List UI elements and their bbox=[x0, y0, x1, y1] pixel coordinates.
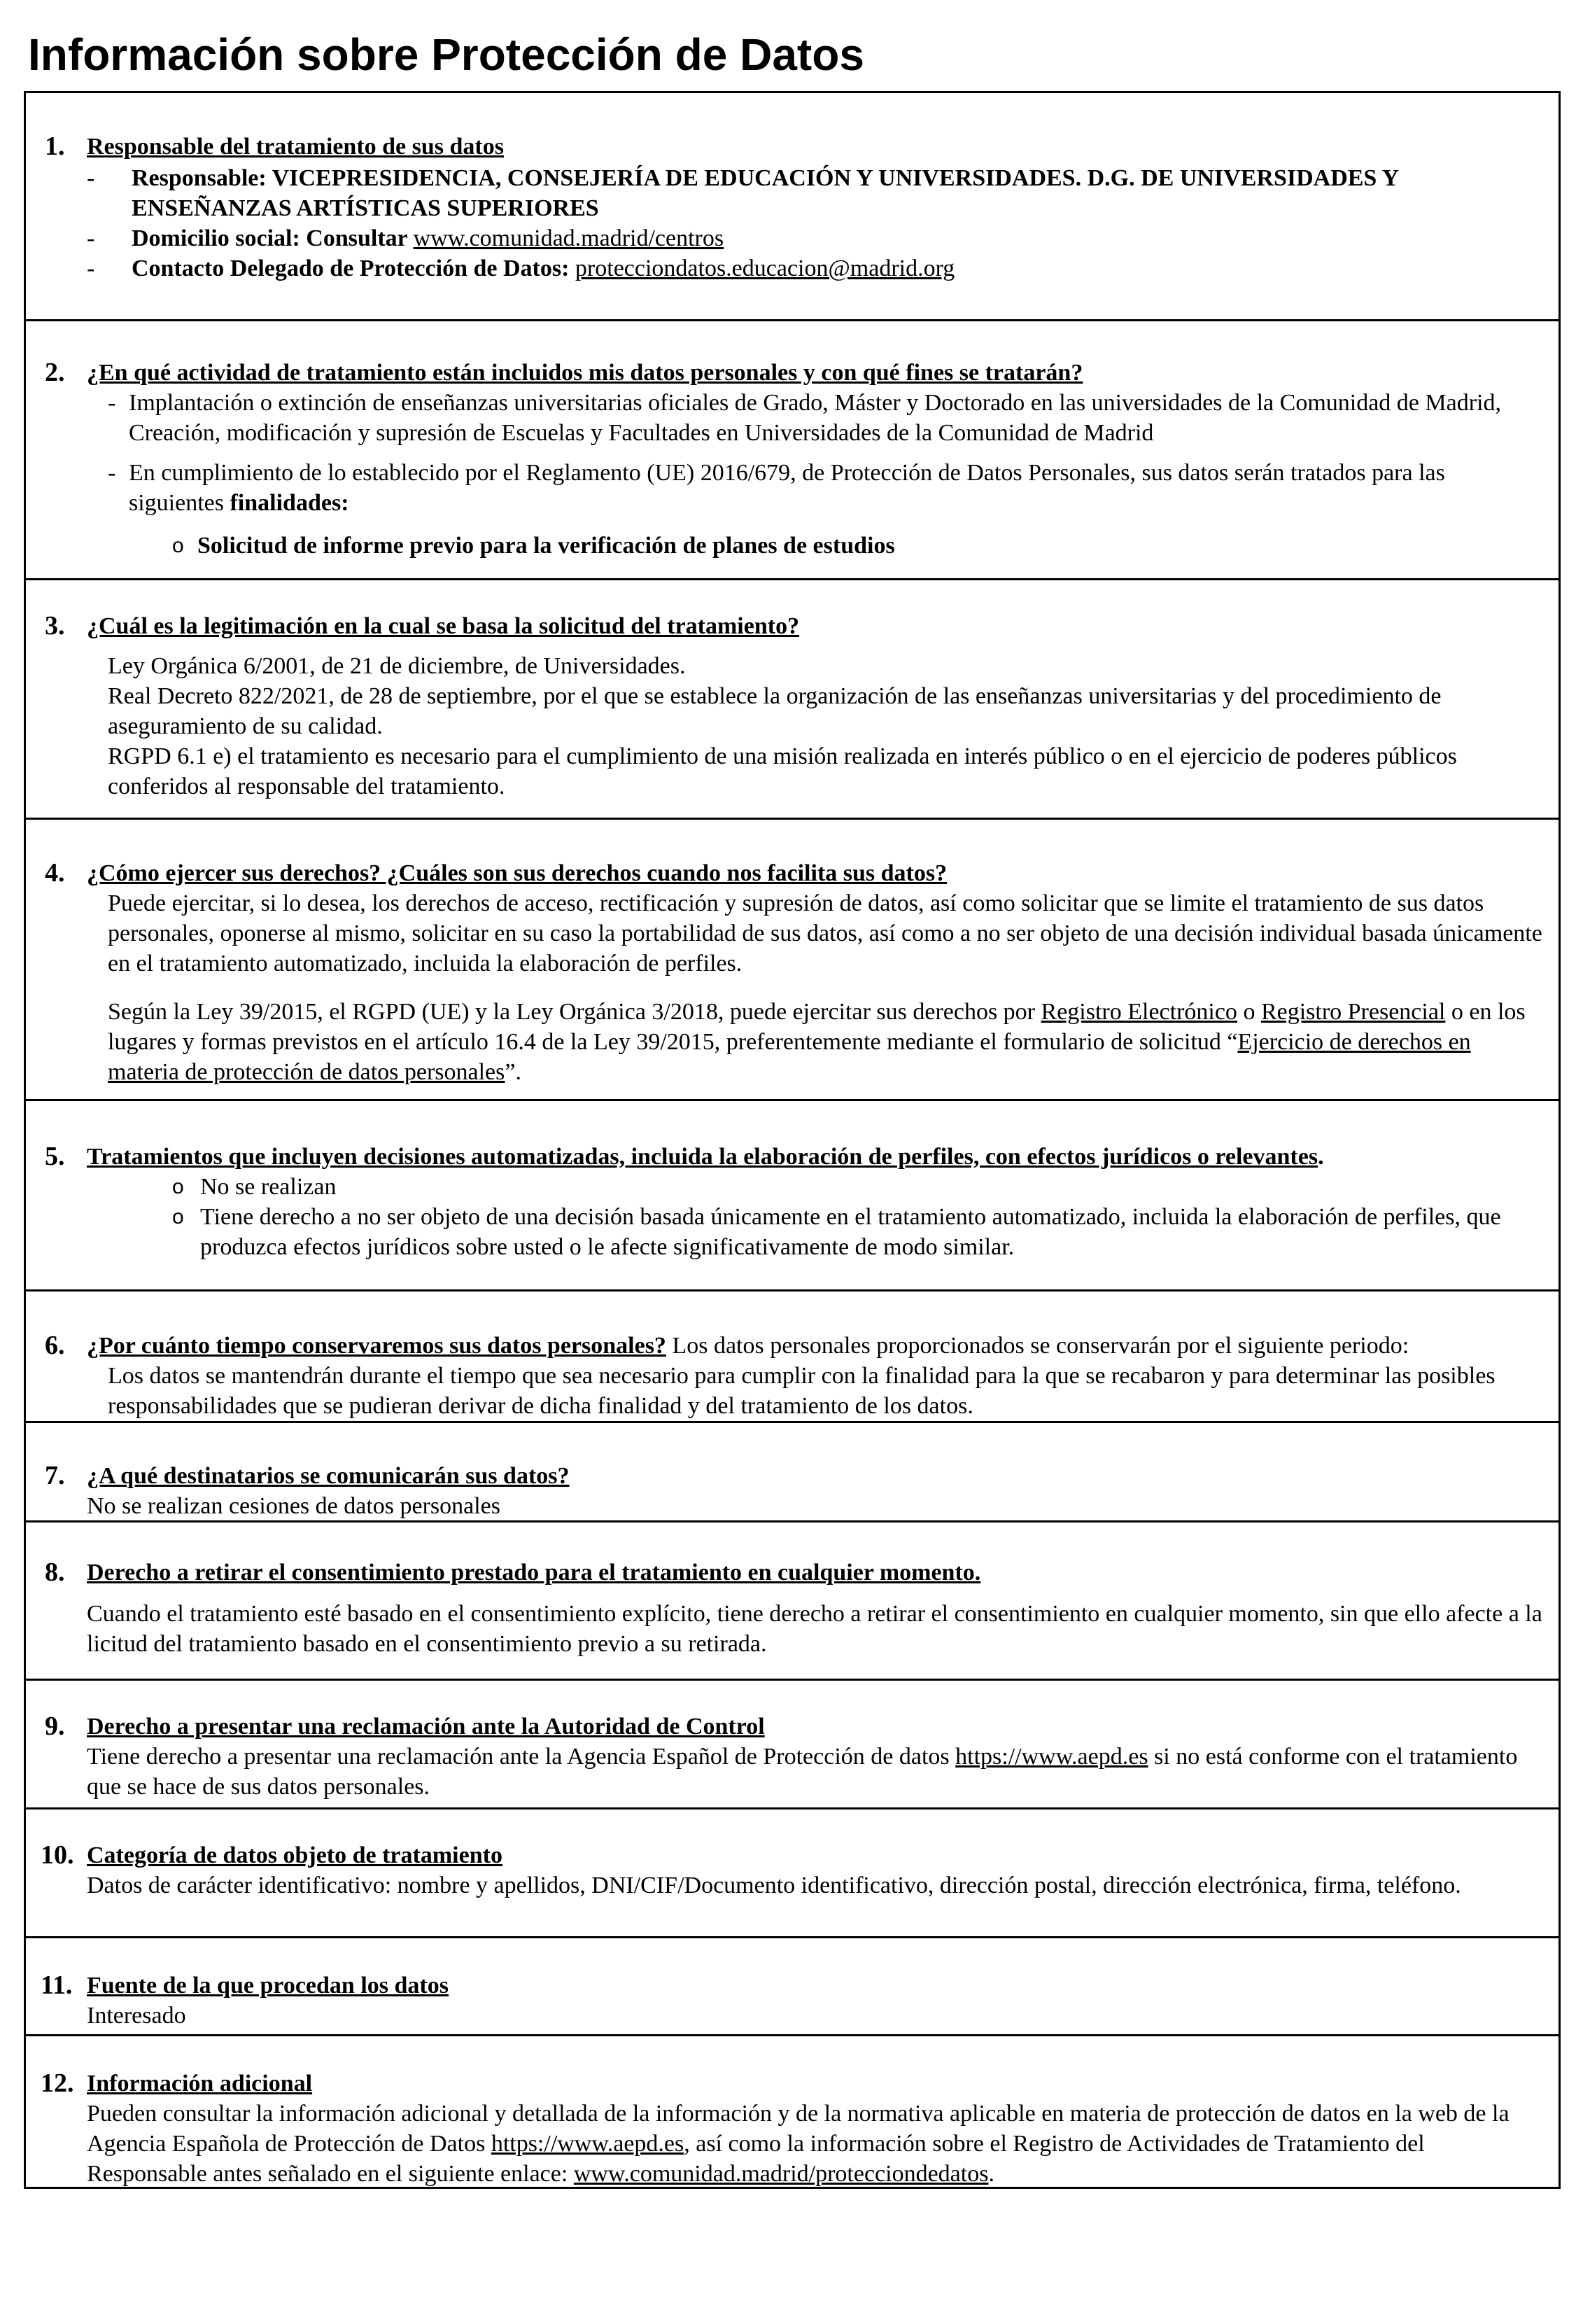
dash-bullet: - bbox=[87, 225, 95, 251]
actividad-text: Implantación o extinción de enseñanzas universitarias oficiales de Grado, Máster y Doctorado en las universidades de la Comunidad de Madrid, Creación, modificación y supresión de Escuelas y Facultades en Universidades de la Comunidad de Madrid bbox=[129, 390, 1501, 446]
registro-paragraph: Según la Ley 39/2015, el RGPD (UE) y la Ley Orgánica 3/2018, puede ejercitar sus derechos por Registro Electrónico o Registro Presencial o en los lugares y formas previstos en el artículo 16.4 de la Ley 39/2015, preferentemente mediante el formulario de solicitud “Ejercicio de derechos en materia de protección de datos personales”. bbox=[108, 999, 1526, 1085]
dash-bullet: - bbox=[108, 390, 116, 416]
section-10 bbox=[24, 1807, 1561, 1936]
derechos-paragraph: Puede ejercitar, si lo desea, los derechos de acceso, rectificación y supresión de datos, así como solicitar que se limite el tratamiento de sus datos personales, oponerse al mismo, solicitar en su caso la portabilidad de sus datos, así como a no ser objeto de una decisión individual basada únicamente en el tratamiento automatizado, incluida la elaboración de perfiles. bbox=[108, 890, 1542, 976]
section-5: 5. Tratamientos que incluyen decisiones automatizadas, incluida la elaboración de perfiles, con efectos jurídicos o relevantes. o No se realizan o Tiene derecho a no ser objeto de una decisión basada únicamente en el tratamiento automatizado, incluida la elaboración de perfiles, que produzca efectos jurídicos sobre usted o le afecte significativamente de modo similar. bbox=[24, 1099, 1561, 1289]
list-item: o No se realizan bbox=[24, 1172, 1544, 1202]
fuente-text: Interesado bbox=[87, 2003, 186, 2029]
list-item bbox=[87, 253, 1544, 284]
list-item bbox=[87, 163, 1544, 223]
circle-bullet: o bbox=[172, 1205, 184, 1228]
section-number: 12. bbox=[41, 2068, 74, 2098]
section-title: ¿A qué destinatarios se comunicarán sus datos? bbox=[87, 1463, 570, 1489]
section-7 bbox=[24, 1421, 1561, 1520]
formulario-derechos-link[interactable]: Ejercicio de derechos en materia de protección de datos personales bbox=[108, 1029, 1471, 1085]
section-title: Información adicional bbox=[87, 2071, 313, 2096]
list-item bbox=[108, 388, 1544, 448]
section-title: Tratamientos que incluyen decisiones automatizadas, incluida la elaboración de perfiles, con efectos jurídicos o relevantes bbox=[87, 1144, 1318, 1170]
domicilio-link[interactable]: www.comunidad.madrid/centros bbox=[413, 225, 724, 251]
section-3 bbox=[24, 578, 1561, 818]
section-title: Categoría de datos objeto de tratamiento bbox=[87, 1842, 502, 1868]
registro-presencial-link[interactable]: Registro Presencial bbox=[1260, 999, 1446, 1025]
section-title: ¿En qué actividad de tratamiento están incluidos mis datos personales y con qué fines se tratarán? bbox=[87, 360, 1083, 386]
aepd-link[interactable]: https://www.aepd.es bbox=[955, 1744, 1148, 1770]
section-8 bbox=[24, 1520, 1561, 1679]
list-item: o Tiene derecho a no ser objeto de una decisión basada únicamente en el tratamiento automatizado, incluida la elaboración de perfiles, que produzca efectos jurídicos sobre usted o le afecte significativamente de modo similar. bbox=[24, 1202, 1544, 1262]
section-number: 4. bbox=[45, 858, 65, 888]
registro-actividades-link[interactable]: www.comunidad.madrid/protecciondedatos bbox=[573, 2161, 989, 2187]
section-1 bbox=[24, 91, 1561, 319]
registro-electronico-link[interactable]: Registro Electrónico bbox=[1041, 999, 1237, 1025]
section-title: Derecho a retirar el consentimiento prestado para el tratamiento en cualquier momento. bbox=[87, 1560, 981, 1586]
section-number: 3. bbox=[45, 611, 65, 640]
section-number: 5. bbox=[45, 1142, 65, 1171]
section-11 bbox=[24, 1936, 1561, 2034]
legal-basis-line: Real Decreto 822/2021, de 28 de septiembre, por el que se establece la organización de las enseñanzas universitarias y del procedimiento de aseguramiento de su calidad. bbox=[108, 683, 1442, 739]
list-item bbox=[87, 223, 1544, 253]
section-number: 7. bbox=[45, 1461, 65, 1490]
section-number: 9. bbox=[45, 1712, 65, 1741]
section-number: 6. bbox=[45, 1331, 65, 1360]
domicilio-label: Domicilio social: Consultar bbox=[132, 225, 414, 251]
legal-basis-line: Ley Orgánica 6/2001, de 21 de diciembre, de Universidades. bbox=[108, 653, 686, 679]
page-title: Información sobre Protección de Datos bbox=[28, 29, 864, 80]
reclamacion-text: Tiene derecho a presentar una reclamación ante la Agencia Español de Protección de datos https://www.aepd.es si no está conforme con el tratamiento que se hace de sus datos personales. bbox=[87, 1744, 1518, 1800]
section-12 bbox=[24, 2034, 1561, 2189]
section-number: 1. bbox=[45, 132, 65, 161]
section-number: 10. bbox=[41, 1840, 74, 1870]
section-title: ¿Cómo ejercer sus derechos? ¿Cuáles son sus derechos cuando nos facilita sus datos? bbox=[87, 860, 948, 886]
finalidad-text: Solicitud de informe previo para la verificación de planes de estudios bbox=[197, 533, 895, 559]
informacion-adicional-text: Pueden consultar la información adicional y detallada de la información y de la normativa aplicable en materia de protección de datos en la web de la Agencia Española de Protección de Datos https://www.aepd.es, así como la información sobre el Registro de Actividades de Tratamiento del Responsable antes señalado en el siguiente enlace: www.comunidad.madrid/protecciondedatos. bbox=[87, 2101, 1510, 2187]
section-number: 11. bbox=[41, 1970, 73, 2000]
circle-bullet: o bbox=[172, 1175, 184, 1198]
finalidad-item bbox=[24, 531, 1561, 561]
dash-bullet: - bbox=[87, 255, 95, 281]
section-number: 2. bbox=[45, 358, 65, 387]
section-4 bbox=[24, 818, 1561, 1099]
section-title: Derecho a presentar una reclamación ante la Autoridad de Control bbox=[87, 1714, 765, 1740]
responsable-text: Responsable: VICEPRESIDENCIA, CONSEJERÍA DE EDUCACIÓN Y UNIVERSIDADES. D.G. DE UNIVERSIDADES Y ENSEÑANZAS ARTÍSTICAS SUPERIORES bbox=[132, 165, 1398, 221]
section-9 bbox=[24, 1679, 1561, 1807]
section-title: ¿Cuál es la legitimación en la cual se basa la solicitud del tratamiento? bbox=[87, 613, 800, 639]
destinatarios-text: No se realizan cesiones de datos personales bbox=[87, 1493, 500, 1519]
section-2 bbox=[24, 319, 1561, 578]
finalidades-text: En cumplimiento de lo establecido por el Reglamento (UE) 2016/679, de Protección de Datos Personales, sus datos serán tratados para las siguientes bbox=[129, 460, 1445, 516]
contacto-label: Contacto Delegado de Protección de Datos: bbox=[132, 255, 575, 281]
section-title: Fuente de la que procedan los datos bbox=[87, 1973, 449, 1998]
legal-basis-line: RGPD 6.1 e) el tratamiento es necesario para el cumplimiento de una misión realizada en interés público o en el ejercicio de poderes públicos conferidos al responsable del tratamiento. bbox=[108, 743, 1457, 799]
section-title: Responsable del tratamiento de sus datos bbox=[87, 134, 504, 160]
conservacion-text: Los datos se mantendrán durante el tiempo que sea necesario para cumplir con la finalidad para la que se recabaron y para determinar las posibles responsabilidades que se pudieran derivar de dicha finalidad y del tratamiento de los datos. bbox=[108, 1363, 1496, 1419]
aepd-link[interactable]: https://www.aepd.es bbox=[491, 2131, 684, 2157]
section-number: 8. bbox=[45, 1558, 65, 1587]
dash-bullet: - bbox=[87, 165, 95, 191]
section-6 bbox=[24, 1289, 1561, 1421]
contacto-email-link[interactable]: protecciondatos.educacion@madrid.org bbox=[575, 255, 955, 281]
circle-bullet: o bbox=[172, 534, 184, 557]
dash-bullet: - bbox=[108, 460, 116, 486]
section-title: ¿Por cuánto tiempo conservaremos sus datos personales? bbox=[87, 1333, 666, 1359]
finalidades-label: finalidades: bbox=[230, 490, 349, 516]
section-title-tail: Los datos personales proporcionados se conservarán por el siguiente periodo: bbox=[666, 1333, 1409, 1359]
categoria-text: Datos de carácter identificativo: nombre y apellidos, DNI/CIF/Documento identificativo, dirección postal, dirección electrónica, firma, teléfono. bbox=[87, 1872, 1461, 1898]
list-item bbox=[108, 458, 1544, 518]
consentimiento-text: Cuando el tratamiento esté basado en el consentimiento explícito, tiene derecho a retirar el consentimiento en cualquier momento, sin que ello afecte a la licitud del tratamiento basado en el consentimiento previo a su retirada. bbox=[87, 1601, 1542, 1657]
